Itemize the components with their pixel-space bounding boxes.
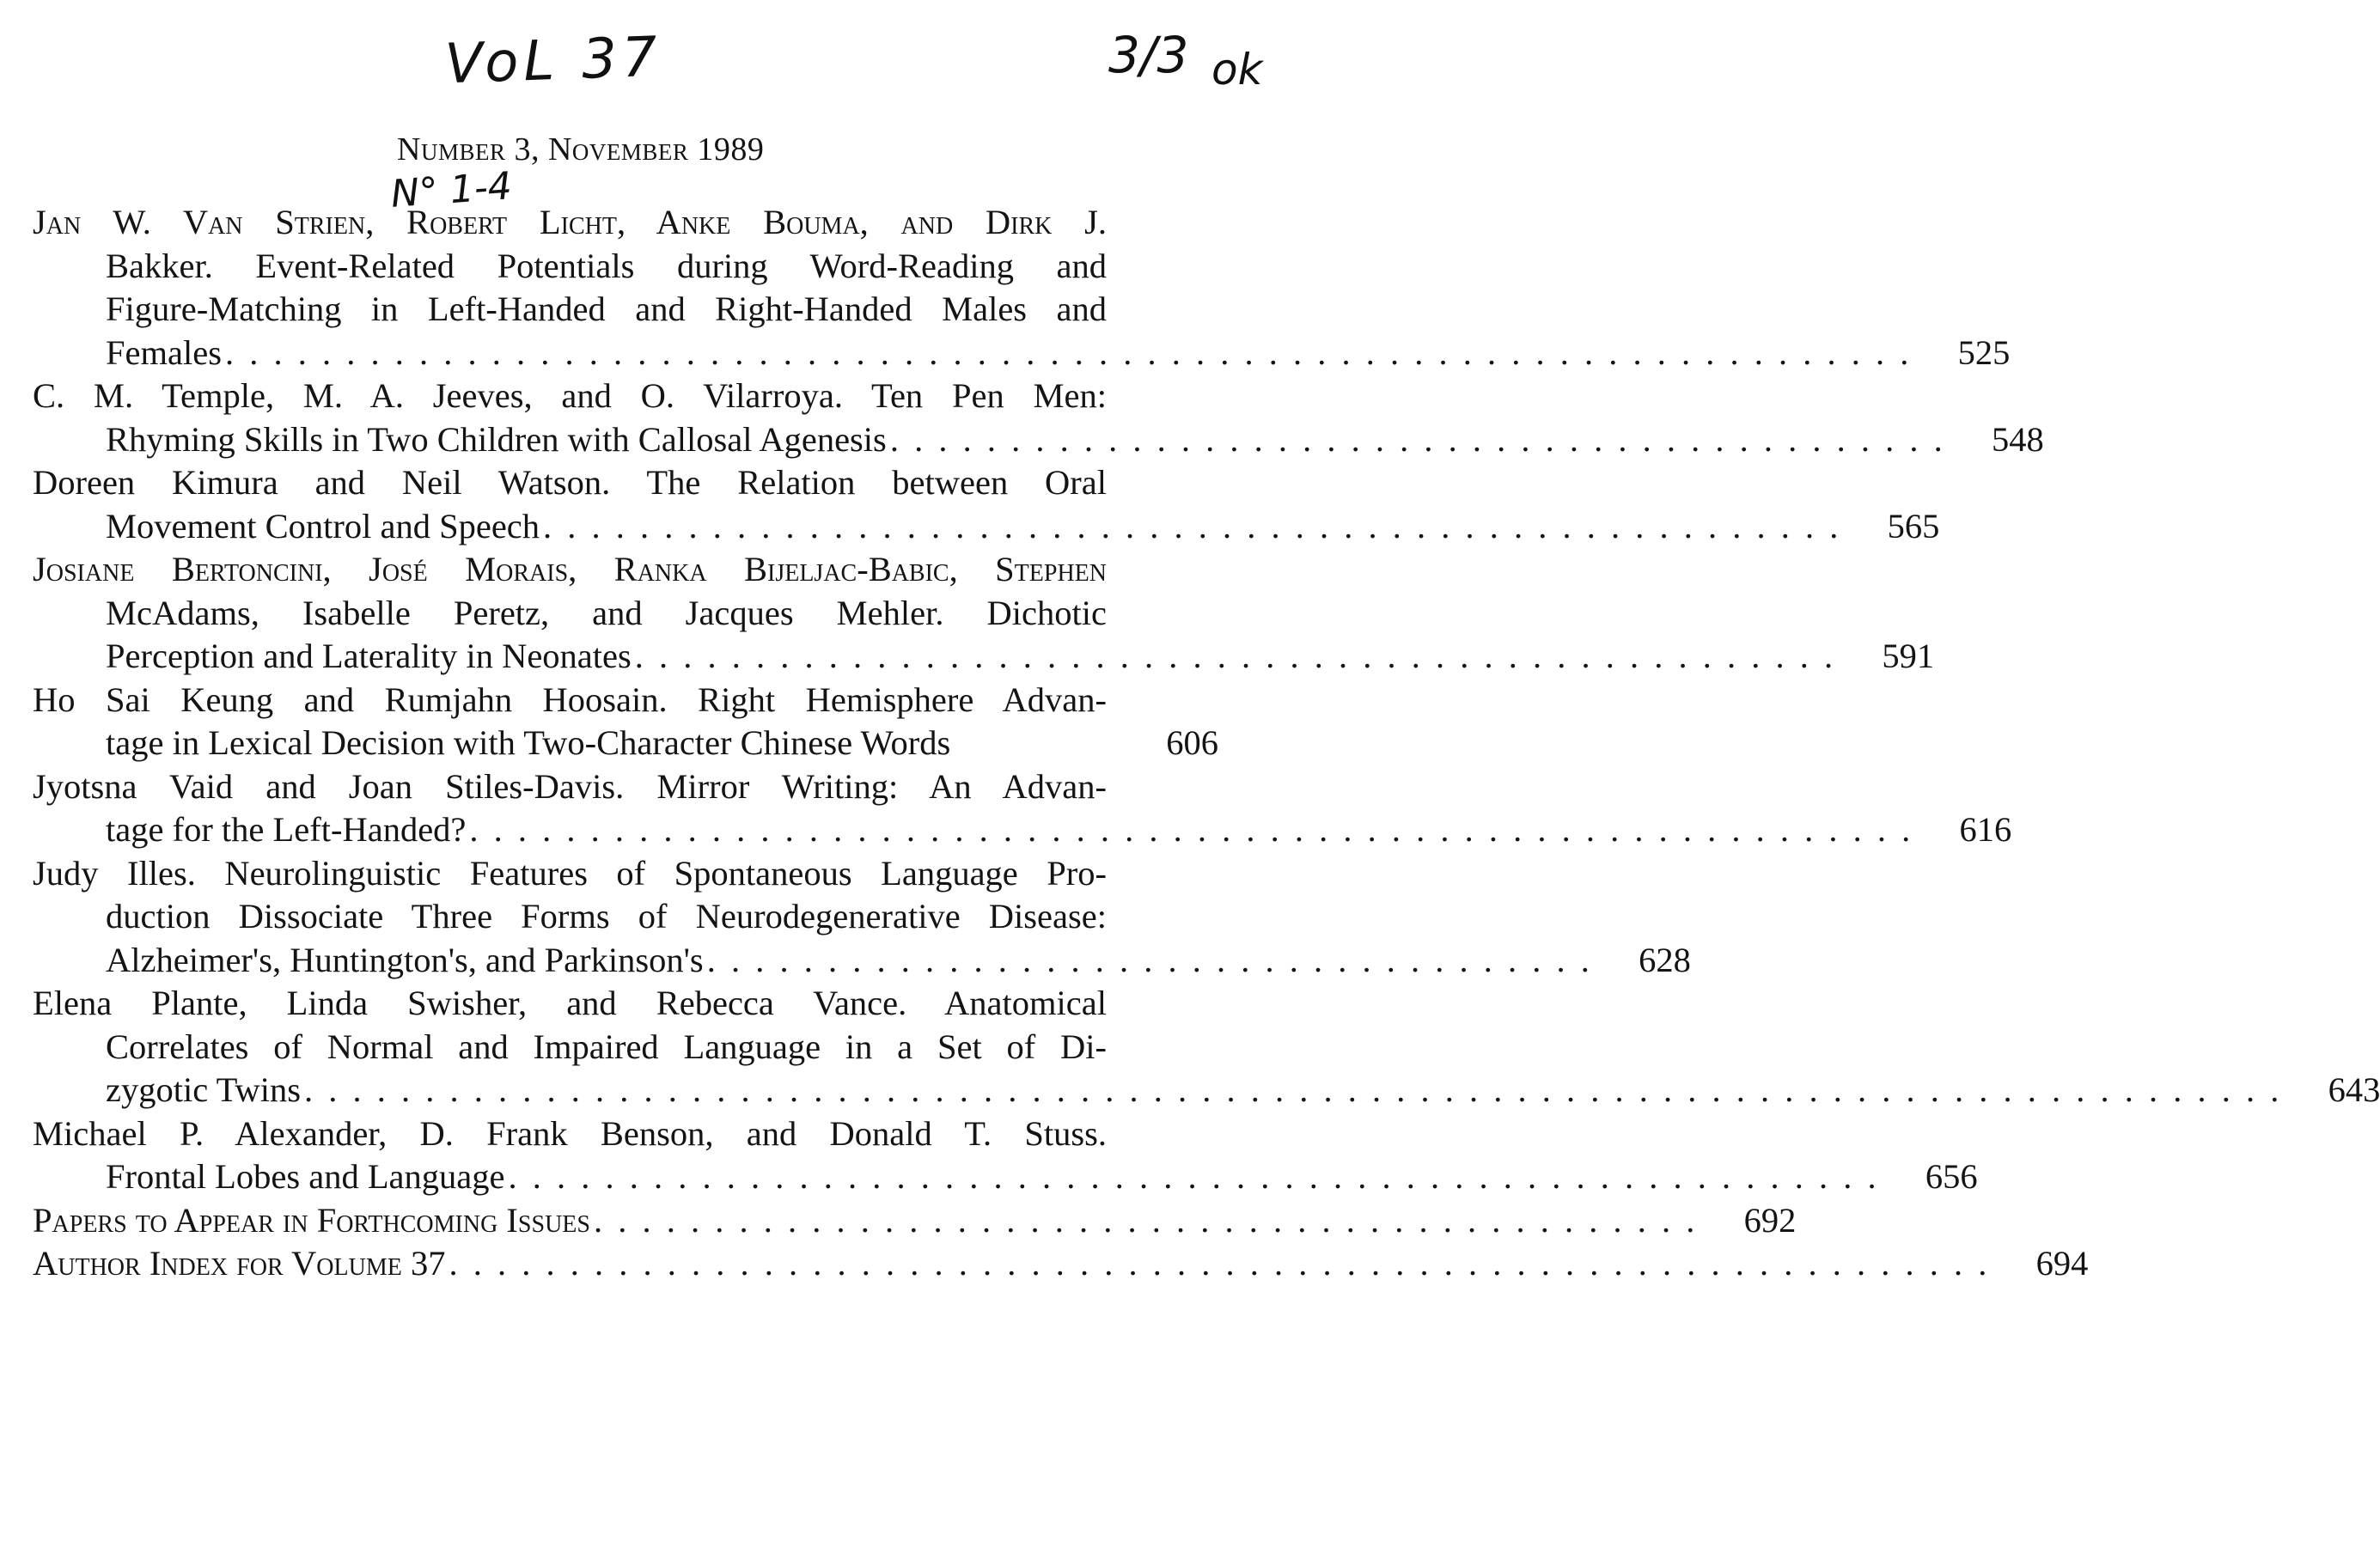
- entry-last-line: [33, 722, 1218, 765]
- entry-last-line: [33, 332, 2011, 375]
- entry-title-end: Movement Control and Speech: [106, 506, 540, 545]
- entry-last-line: [33, 808, 2012, 852]
- entry-title-end: Females: [106, 332, 222, 372]
- entry-page-number: 548: [1991, 419, 2044, 459]
- entry-last-line: [33, 418, 2044, 462]
- toc-entry[interactable]: [33, 461, 1940, 548]
- entry-page-number: 591: [1882, 637, 1935, 675]
- entry-title-end: zygotic Twins: [106, 1070, 302, 1109]
- entry-page-number: 692: [1743, 1200, 1797, 1240]
- entry-line: Elena Plante, Linda Swisher, and Rebecca Vance. Anatomical: [33, 984, 1107, 1022]
- entry-page-number: 694: [2035, 1244, 2089, 1283]
- dot-leader: . . . . . . . . . . . . . . . . . . . . . . . . . . . . . . . . . . . . . . . . . . . . . . . . . . . . . . . . . . . . . . . .: [449, 1244, 1991, 1283]
- toc-entry[interactable]: [33, 982, 2380, 1112]
- entry-title-end: Rhyming Skills in Two Children with Callosal Agenesis: [106, 419, 887, 459]
- toc-entry[interactable]: [33, 765, 2012, 852]
- entry-line: McAdams, Isabelle Peretz, and Jacques Mehler. Dichotic: [106, 593, 1107, 632]
- entry-line: Doreen Kimura and Neil Watson. The Relation between Oral: [33, 463, 1107, 502]
- toc-entry-forthcoming[interactable]: [33, 1199, 1797, 1243]
- handwritten-volume-note: VoL 37: [443, 25, 663, 97]
- entry-line: Jyotsna Vaid and Joan Stiles-Davis. Mirror Writing: An Advan-: [33, 766, 1107, 806]
- entry-last-line: [33, 1069, 2380, 1112]
- dot-leader: . . . . . . . . . . . . . . . . . . . . . . . . . . . . . . . . . . . . . . . . . . . . . . . . . .: [634, 637, 1837, 675]
- toc-entry[interactable]: [33, 679, 1218, 765]
- entry-title-end: tage for the Left-Handed?: [106, 810, 467, 849]
- dot-leader: . . . . . . . . . . . . . . . . . . . . . . . . . . . . . . . . . . . . .: [706, 940, 1593, 979]
- entry-title: Author Index for Volume 37: [33, 1244, 446, 1283]
- entry-line: Correlates of Normal and Impaired Language in a Set of Di-: [106, 1027, 1107, 1066]
- dot-leader: . . . . . . . . . . . . . . . . . . . . . . . . . . . . . . . . . . . . . . . . . . . . . . . . . . . . . . . . .: [508, 1157, 1880, 1196]
- toc-entry[interactable]: [33, 548, 1935, 679]
- dot-leader: . . . . . . . . . . . . . . . . . . . . . . . . . . . . . . . . . . . . . . . . . . . . . .: [593, 1200, 1699, 1240]
- entry-title-end: Perception and Laterality in Neonates: [106, 637, 632, 675]
- entry-last-line: [33, 505, 1940, 549]
- entry-line: C. M. Temple, M. A. Jeeves, and O. Vilarroya. Ten Pen Men:: [33, 376, 1107, 415]
- entry-page-number: 606: [1166, 723, 1218, 762]
- entry-line: Michael P. Alexander, D. Frank Benson, and Donald T. Stuss.: [33, 1113, 1107, 1153]
- toc-entry[interactable]: [33, 375, 2044, 461]
- entry-title: Papers to Appear in Forthcoming Issues: [33, 1200, 590, 1240]
- dot-leader: . . . . . . . . . . . . . . . . . . . . . . . . . . . . . . . . . . . . . . . . . . . . . . . . . . . . . . . . . . . . . . . . . . . . . .: [224, 332, 1913, 372]
- dot-leader: . . . . . . . . . . . . . . . . . . . . . . . . . . . . . . . . . . . . . . . . . . . . . . . . . . . . . . . . . . . . . . . . . . . . . . . . . . . . . . . . . .: [304, 1070, 2283, 1109]
- entry-page-number: 616: [1959, 810, 2012, 849]
- handwritten-ok-note: ok: [1211, 45, 1263, 94]
- entry-last-line: [33, 939, 1691, 983]
- entry-page-number: 565: [1887, 506, 1940, 545]
- entry-page-number: 656: [1925, 1157, 1978, 1196]
- entry-page-number: 628: [1639, 940, 1691, 979]
- entry-title-end: tage in Lexical Decision with Two-Character Chinese Words: [106, 723, 951, 762]
- entry-last-line: [33, 1155, 1978, 1199]
- entry-line: Ho Sai Keung and Rumjahn Hoosain. Right Hemisphere Advan-: [33, 679, 1107, 719]
- dot-leader: . . . . . . . . . . . . . . . . . . . . . . . . . . . . . . . . . . . . . . . . . . . . . . . . . . . . . . . . . . . .: [469, 810, 1914, 849]
- toc-entry[interactable]: [33, 852, 1691, 983]
- entry-line: Judy Illes. Neurolinguistic Features of Spontaneous Language Pro-: [33, 853, 1107, 893]
- toc-entry[interactable]: [33, 1112, 1978, 1199]
- entry-line: Josiane Bertoncini, José Morais, Ranka Bijeljac-Babic, Stephen: [33, 550, 1107, 588]
- toc-entry[interactable]: [33, 201, 2011, 375]
- entry-last-line: [33, 635, 1935, 679]
- dot-leader: . . . . . . . . . . . . . . . . . . . . . . . . . . . . . . . . . . . . . . . . . . . . . . . . . . . . . .: [543, 506, 1842, 545]
- entry-line: duction Dissociate Three Forms of Neurodegenerative Disease:: [106, 897, 1107, 935]
- entry-title-end: Frontal Lobes and Language: [106, 1157, 505, 1196]
- entry-line: Bakker. Event-Related Potentials during Word-Reading and: [106, 246, 1107, 285]
- dot-leader: . . . . . . . . . . . . . . . . . . . . . . . . . . . . . . . . . . . . . . . . . . . .: [889, 419, 1946, 459]
- entry-line: Figure-Matching in Left-Handed and Right-Handed Males and: [106, 289, 1107, 328]
- table-of-contents: [33, 201, 2380, 1286]
- issue-heading: Number 3, November 1989: [397, 131, 765, 168]
- entry-line: Jan W. Van Strien, Robert Licht, Anke Bouma, and Dirk J.: [33, 203, 1107, 241]
- toc-entry-author-index[interactable]: [33, 1242, 2089, 1286]
- entry-page-number: 525: [1957, 332, 2011, 372]
- entry-title-end: Alzheimer's, Huntington's, and Parkinson's: [106, 940, 704, 979]
- handwritten-numbers-note: N° 1-4: [389, 164, 514, 216]
- handwritten-fraction-note: 3/3: [1108, 26, 1189, 84]
- entry-page-number: 643: [2328, 1070, 2380, 1109]
